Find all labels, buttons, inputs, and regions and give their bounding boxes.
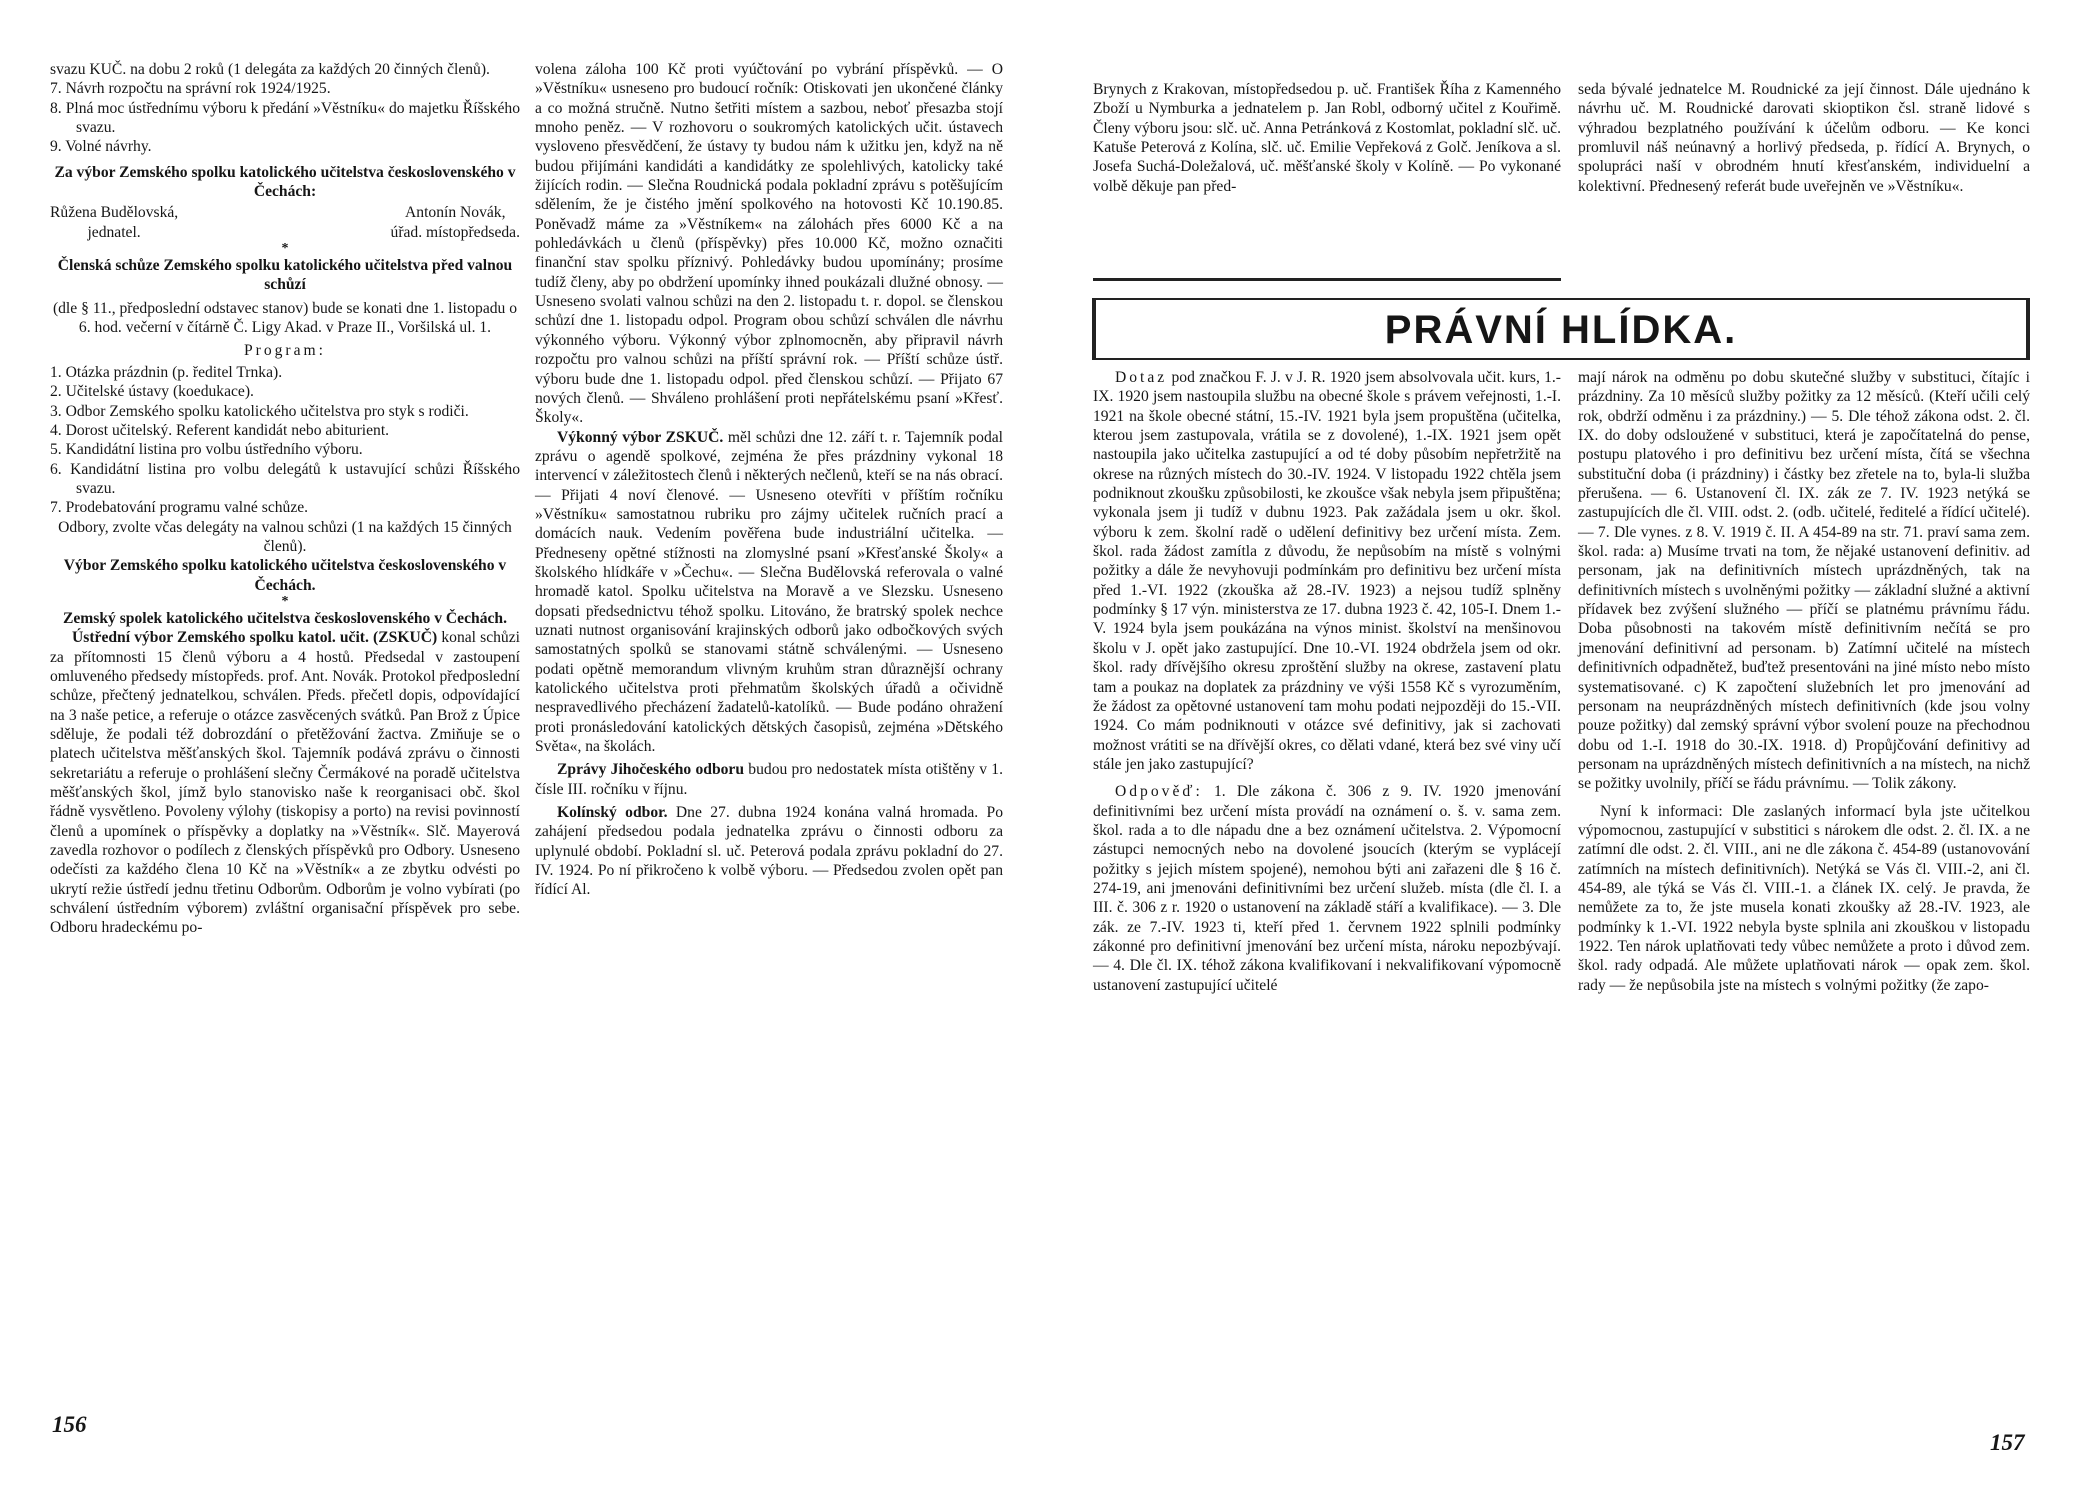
program-item: 1. Otázka prázdnin (p. ředitel Trnka).: [50, 363, 283, 381]
signature-role: úřad. místopředseda.: [390, 223, 520, 241]
executive-report: [535, 428, 1003, 757]
signature-name: Antonín Novák,: [405, 204, 506, 222]
executive-text: měl schůzi dne 12. září t. r. Tajemník podal zprávu o agendě spolkové, zejména že přes prázdniny vykonal 18 intervencí v záležitostech členů i některých nečlenů, kteří se na nás obrací. — Přijati 4 noví členové. — Usneseno otevříti v příštím ročníku »Věstníku« samostatnou rubriku pro zájmy učitelek ručních prací a domácích nauk. Vedením pověřena bude industriální učitelka. — Předneseny opětné stížnosti na zlomyslné psaní »Křesťanské Školy« a školského hlídkáře v »Čechu«. — Slečna Budělovská referovala o valné hromadě katol. Spolku učitelstva na Moravě a ve Slezsku. Usneseno dopsati předsednictvu téhož spolku. Litováno, že bratrský spolek nechce uznati nutnost organisování krajinských odborů jako odbočkových svých samostatných spolků se stanovami státně schválenými. — Usneseno podati opětně memorandum vlivným kruhům stran důraznější ochrany katolického učitelstva proti přehmatům školských úřadů a očividně nespravedlivého přecházení žadatelů-katolíků. — Bude podáno ohražení proti pronásledování katolických dětských časopisů, zejména »Dětského Světa«, na školách.: [535, 428, 1003, 756]
query-lead: Dotaz: [1115, 369, 1168, 386]
south-bohemia-text: budou pro nedostatek místa otištěny v 1. čísle III. ročníku v říjnu.: [535, 761, 1003, 798]
south-bohemia-notice: [535, 760, 1003, 799]
odbory-notice: Odbory, zvolte včas delegáty na valnou schůzi (1 na každých 15 činných členů).: [58, 518, 512, 555]
program-item: 2. Učitelské ústavy (koedukace).: [50, 383, 254, 401]
page-number-right: 157: [1990, 1430, 2025, 1455]
executive-lead: Výkonný výbor ZSKUČ.: [557, 428, 724, 446]
right-page-top-column-1: [1093, 80, 1561, 196]
program-item: 5. Kandidátní listina pro volbu ústředního výboru.: [50, 441, 363, 459]
report-lead: Ústřední výbor Zemského spolku katol. učit. (ZSKUČ): [72, 629, 438, 647]
program-item: 3. Odbor Zemského spolku katolického učitelstva pro styk s rodiči.: [50, 402, 469, 420]
section-separator: *: [281, 593, 289, 609]
answer-lead: Odpověď:: [1115, 783, 1203, 801]
program-label: Program:: [243, 342, 327, 360]
agenda-item: 7. Návrh rozpočtu na správní rok 1924/1925.: [50, 80, 331, 98]
kolin-report-continued: Brynych z Krakovan, místopředsedou p. uč. František Říha z Kamenného Zboží u Nymburka a jednatelem p. Jan Robl, odborný učitel z Kouřimě. Členy výboru jsou: slč. uč. Anna Petránková z Kostomlat, pokladní slč. uč. Katuše Peterová z Kolína, slč. uč. Emilie Vepřeková z Golč. Jeníkova a sl. Josefa Suchá-Doležalová, uč. měšťanské školy v Kolíně. — Po vykonané volbě děkuje pan před-: [1093, 81, 1561, 195]
committee-report: [50, 628, 520, 938]
signoff-committee: Výbor Zemského spolku katolického učitelstva československého v Čechách.: [63, 557, 507, 594]
column-end-rule: [1093, 278, 1561, 281]
association-heading: Zemský spolek katolického učitelstva československého v Čechách.: [62, 609, 507, 627]
signature-name: Růžena Budělovská,: [50, 204, 179, 222]
kolin-report-end: seda bývalé jednatelce M. Roudnické za její činnost. Dále ujednáno k návrhu uč. M. Roudnické darovati skioptikon čsl. straně lidové s výhradou bezplatného používání k účelům odboru. — Ke konci promluvil náš neúnavný a horlivý předseda, p. řídící A. Brynych, o spolupráci naší v obrodném hnutí křesťanském, individuelní a kolektivní. Přednesený referát bude uveřejněn ve »Věstníku«.: [1578, 81, 2030, 195]
program-item: 6. Kandidátní listina pro volbu delegátů k ustavující schůzi Říšského svazu.: [50, 460, 520, 497]
left-page-column-2: [535, 60, 1003, 900]
left-page-column-1: [50, 60, 520, 938]
right-page-column-2: [1578, 368, 2030, 995]
signature-block: [50, 203, 520, 242]
kolin-lead: Kolínský odbor.: [557, 804, 668, 822]
kolin-report: [535, 803, 1003, 900]
answer-text: 1. Dle zákona č. 306 z 9. IV. 1920 jmenování definitivními bez určení místa provádí na oznámení o. š. v. sama zem. škol. rada a to dle nápadu dne a bez oznámení učitelstva. 2. Výpomocní zástupci nemocných nebo na dovolené jsoucích (kterým se vyplácejí požitky s jejich místem spojené), nemohou býti ani zařazeni dle § 16 č. 274-19, ani jmenováni definitivními bez určení služeb. místa (dle čl. I. a III. č. 306 z r. 1920 o ustanovení na základě stáří a kvalifikace). — 3. Dle zák. ze 7.-IV. 1923 ti, kteří před 1. červnem 1922 splnili podmínky zákonné pro definitivní jmenování bez určení místa, nároku nepozbývají. — 4. Dle čl. IX. téhož zákona kvalifikovaní i nekvalifikovaní výpomocně ustanovení zastupující učitelé: [1093, 783, 1561, 994]
legal-query: [1093, 368, 1561, 774]
meeting-text: (dle § 11., předposlední odstavec stanov) bude se konati dne 1. listopadu o 6. hod. večerní v čítárně Č. Ligy Akad. v Praze II., Voršilská ul. 1.: [52, 299, 518, 337]
program-item: 7. Prodebatování programu valné schůze.: [50, 499, 309, 517]
agenda-item: 9. Volné návrhy.: [50, 138, 152, 156]
meeting-heading: Členská schůze Zemského spolku katolického učitelstva před valnou schůzí: [57, 257, 513, 294]
page-number-left: 156: [52, 1412, 87, 1437]
info-text: Dle zaslaných informací byla jste učitelkou výpomocnou, zastupující v substitici s nárokem dle odst. 2. čl. IX. a ne zatímní dle odst. 2. čl. VIII., ani ne dle zákona č. 454-89 (ustanovování zatímních na místech definitivních). Netýká se Vás čl. VIII.-2, ani čl. 454-89, ale týká se Vás čl. VIII.-1. a článek IX. celý. Je pravda, že nemůžete za to, že jste musela konati zkoušky až 28.-IV. 1923, ale podmínky k 1.-VI. 1922 nebyla byste splnila ani zkouškou v listopadu 1922. Ten nárok uplatňovati tedy vůbec nemůžete a proto i důvod zem. škol. rady odpadá. Ale můžete uplatňovati nárok — opak zem. škol. rady — že nepůsobila jste na místech s volnými požitky (že zapo-: [1578, 802, 2031, 994]
info-lead: Nyní k informaci:: [1600, 802, 1723, 820]
agenda-item: 8. Plná moc ústřednímu výboru k předání »Věstníku« do majetku Říšského svazu.: [50, 99, 520, 137]
legal-answer-continued: mají nárok na odměnu po dobu skutečné služby v substituci, čítajíc i prázdniny. Za 10 měsíců služby požitky za 12 měsíců. (Kteří učili celý rok, obdrží odměnu i za prázdniny.) — 5. Dle téhož zákona odst. 2. čl. IX. do doby odsloužené v substituci, která je započítatelná do pense, postupu platového i pro definitivu bez určení místa, čítá se všechna substituční doba (i prázdniny) i částky bez zřetele na to, byla-li služba přerušena. — 6. Ustanovení čl. IX. zák ze 7. IV. 1923 netýká se zastupujících dle čl. VIII. odst. 2. (odb. učitelé, ředitelé a řídící učitelé). — 7. Dle vynes. z 8. V. 1919 č. II. A 454-89 na str. 71. praví sama zem. škol. rada: a) Musíme trvati na tom, že nějaké ustanovení definitiv. ad personam, jak na definitivních místech uprázdněných, tak na definitivních místech s uvolněnými požitky — základní služné a aktivní přídavek bez zvýšení služného — příčí se platnému právnímu řádu. Doba působnosti na takovém místě definitivním nečítá se pro jmenování definitivní ad personam. b) Zatímní učitelé na místech definitivních odpadnětež, buďtež presentováni na jiné místo nebo místo systematisované. c) K započtení služebních let pro jmenování ad personam na neuprázdněných místech definitivních (kde jsou volny pouze požitky) dal zemský správní výbor svolení pouze na přechodnou dobu od 1.-I. 1918 do 30.-IX. 1918. d) Propůjčování definitivy ad personam na uprázdněných místech definitivních a na místech, na nichž se požitky uvolnily, příčí se řádu právnímu. — Tolik zákony.: [1578, 369, 2030, 793]
right-page-top-column-2: [1578, 80, 2030, 196]
signature-role: jednatel.: [87, 223, 141, 241]
legal-answer: [1093, 782, 1561, 995]
membership-fragment: svazu KUČ. na dobu 2 roků (1 delegáta za každých 20 činných členů).: [50, 61, 490, 78]
legal-information: [1578, 802, 2030, 995]
program-item: 4. Dorost učitelský. Referent kandidát nebo abiturient.: [50, 421, 390, 439]
section-title: PRÁVNÍ HLÍDKA.: [1384, 308, 1738, 352]
signoff-heading: Za výbor Zemského spolku katolického učitelstva československého v Čechách:: [54, 163, 516, 201]
section-title-box: [1092, 298, 2030, 360]
south-bohemia-lead: Zprávy Jihočeského odboru: [557, 761, 745, 779]
section-separator: *: [281, 241, 289, 257]
report-text: konal schůzi za přítomnosti 15 členů výboru a 4 hostů. Předsedal v zastoupení omluveného předsedy místopředs. prof. Ant. Novák. Protokol předposlední schůze, přečtený jednatelkou, schválen. Předs. přečetl dopis, odpovídající na 3 naše petice, a referuje o otázce zasvěcených svátků. Pan Brož z Úpice sděluje, že podali též dobrozdání o přetěžování žactva. Zmiňuje se o platech učitelstva měšťanských škol. Tajemník podává zprávu o činnosti sekretariátu a referuje o prohlášení slečny Čermákové na poradě učitelstva měšťanských škol, jímž bylo stanovisko naše k reorganisaci obč. škol řádně vysvětleno. Povoleny výlohy (tiskopisy a porto) na revisi povinností členů a upomínek o příspěvky a doplatky na »Věstník«. Slč. Mayerová zavedla rozhovor o podílech z členských příspěvků pro Odbory. Usneseno odečísti za každého člena 10 Kč na »Věstník« a ze zbytku odvésti po ukrytí režie ústředí jednu třetinu Odborům. Odborům je volno vybírati (po schválení ústředním výborem) zvláštní organisační příspěvek pro sebe. Odboru hradeckému po-: [50, 629, 520, 937]
right-page-column-1: [1093, 368, 1561, 995]
query-text: pod značkou F. J. v J. R. 1920 jsem absolvovala učit. kurs, 1.-IX. 1920 jsem nastoupila službu na obecné škole s právem veřejnosti, 1.-I. 1921 na škole obecné státní, 15.-IV. 1921 byla jsem propuštěna (učitelka, kterou jsem zastupovala, vrátila se z dovolené), 1.-IX. 1921 jsem opět nastoupila jako učitelka zastupující a od té doby působím nepřetržitě na okrese na různých místech do 30.-IV. 1924. V listopadu 1922 chtěla jsem podniknout zkoušku způsobilosti, ke zkoušce však nebyla jsem připuštěna; vykonala jsem ji tudíž v dubnu 1923. Pak zažádala jsem u okr. škol. výboru k zem. školní radě o udělení definitivy bez určení místa. Zem. škol. rada žádost zamítla z důvodu, že nepůsobím na místě s volnými požitky a dále že nevyhovuji podmínkám pro definitivu bez určení místa před 1.-VI. 1922 (zkouška až 28.-IV. 1923) a nejsou tudíž splněny podmínky § 17 výn. ministerstva ze 17. dubna 1923 č. 42, 105-I. Dnem 1.-V. 1924 byla jsem poukázána na výnos minist. školství na menšinovou školu v J. opět jako zastupující. Dne 10.-VI. 1924 obdržela jsem od okr. škol. rady dřívějšího okresu zproštění služby na okrese, zastavení platu tam a poukaz na doplatek za prázdniny ve výši 1558 Kč s vyrozuměním, že žádost za opětovné ustanovení tam mohu podati nejpozději do 15.-VII. 1924. Co mám podniknouti v otázce své definitivy, jak si zachovati možnost vrátiti se na dřívější okres, co dělati vdané, která bez své viny učí stále jen jako zastupující?: [1093, 369, 1561, 773]
kolin-text: Dne 27. dubna 1924 konána valná hromada. Po zahájení předsedou podala jednatelka zprávu o činnosti odboru za uplynulé období. Pokladní sl. uč. Peterová podala zprávu pokladní do 27. IV. 1924. Po ní přikročeno k volbě výboru. — Předsedou zvolen opět pan řídící Al.: [535, 804, 1003, 899]
committee-report-continued: volena záloha 100 Kč proti vyúčtování po vybrání příspěvků. — O »Věstníku« usneseno pro budoucí ročník: Otiskovati jen ukončené články a co možná stručně. Nutno šetřiti místem a sazbou, neboť přesazba stojí mnoho peněz. — V rozhovoru o soukromých katolických učit. ústavech vysloveno přesvědčení, že ústavy ty budou nám k užitku jen, když na ně budou přijímáni kandidáti a kandidátky ze spolehlivých, katolicky také žijících rodin. — Slečna Roudnická podala pokladní zprávu s potěšujícím sdělením, že je čistého jmění spolkového na hotovosti Kč 10.190.85. Poněvadž máme za »Věstníkem« na zálohách přes 6000 Kč a na pohledávkách u členů (příspěvky) přes 10.000 Kč, možno označiti finanční stav spolku příznivý. Pohledávky budou upomínány; prosíme tudíž členy, aby po obdržení upomínky ihned poukázali dlužné obnosy. — Usneseno svolati valnou schůzi na den 2. listopadu t. r. dopol. se členskou schůzí dne 1. listopadu odpol. Program obou schůzí schválen dle návrhu výkonného výboru. Výkonný výbor zplnomocněn, aby připravil návrh rozpočtu pro valnou schůzi na příští správní rok. — Příští schůze ústř. výboru bude dne 1. listopadu odpol. před členskou schůzí. — Přijato 67 nových členů. — Shváleno prohlášení proti nepřátelskému psaní »Křesť. Školy«.: [535, 61, 1003, 427]
